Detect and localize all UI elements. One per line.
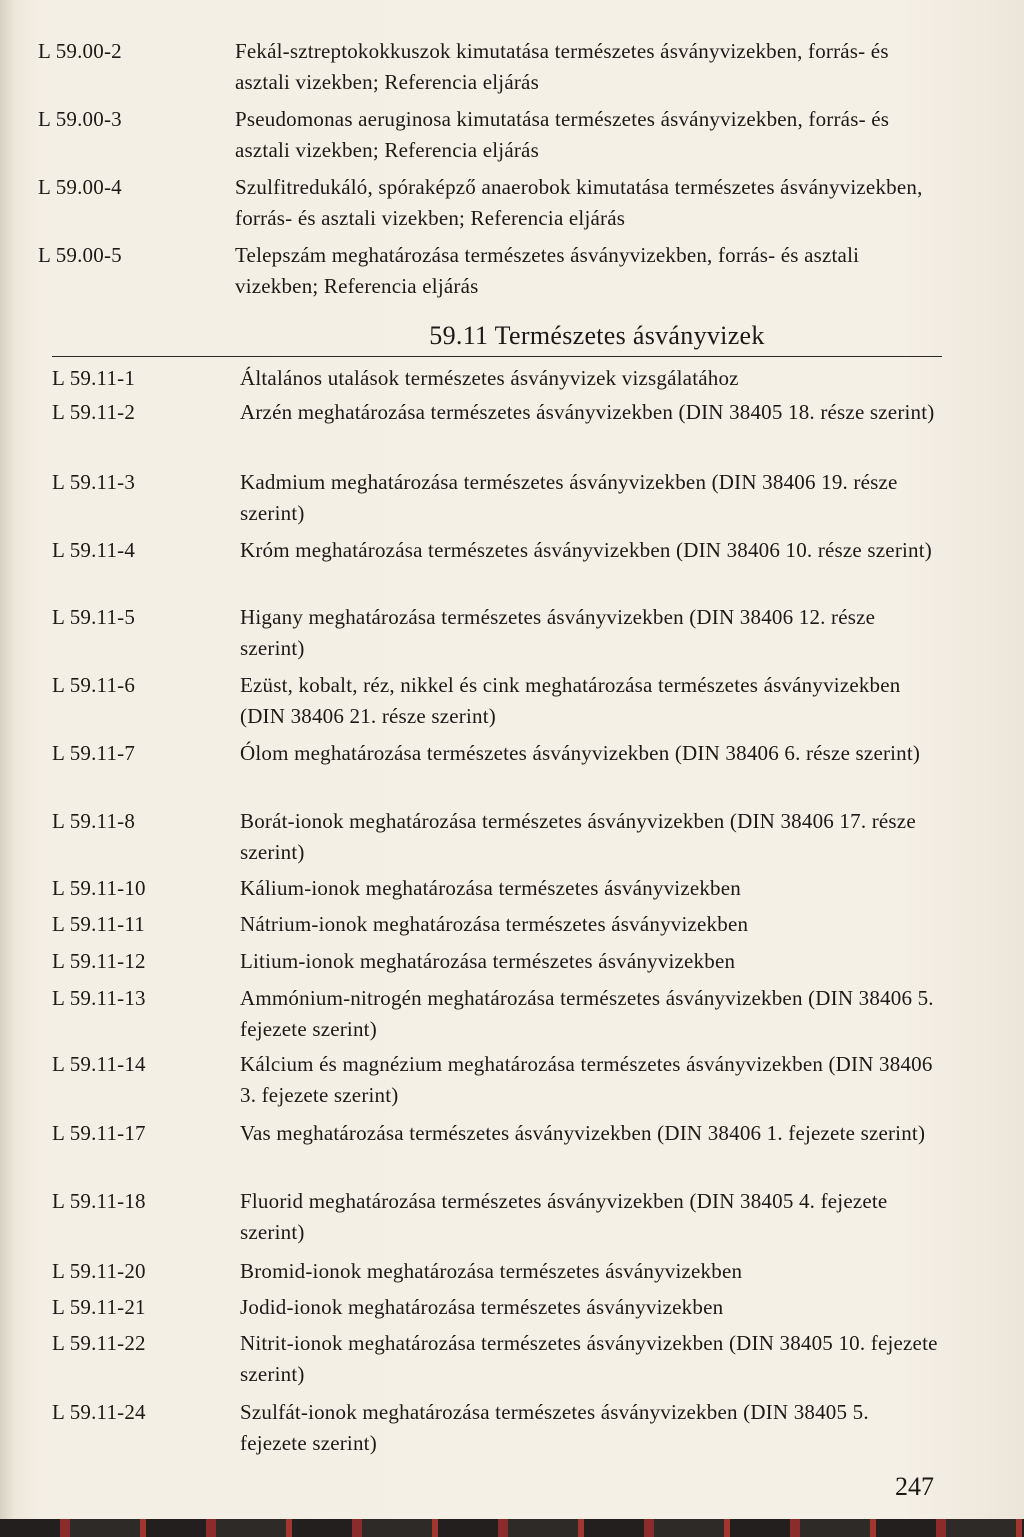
- standard-description: Jodid-ionok meghatározása természetes ásványvizekben: [240, 1295, 724, 1319]
- standard-description: Bromid-ionok meghatározása természetes ásványvizekben: [240, 1259, 743, 1283]
- page-bottom-edge: [0, 1519, 1024, 1537]
- standard-code: L 59.11-21: [52, 1295, 146, 1319]
- standard-description: Szulfát-ionok meghatározása természetes ásványvizekben (DIN 38405 5. fejezete szerint): [240, 1400, 869, 1455]
- standard-code: L 59.00-2: [38, 39, 122, 63]
- standard-description: Vas meghatározása természetes ásványvizekben (DIN 38406 1. fejezete szerint): [240, 1121, 926, 1145]
- standard-code: L 59.11-22: [52, 1331, 146, 1355]
- standard-description: Szulfitredukáló, spóraképző anaerobok kimutatása természetes ásványvizekben, forrás- és asztali vizekben; Referencia eljárás: [235, 175, 923, 230]
- standard-description: Kálcium és magnézium meghatározása természetes ásványvizekben (DIN 38406 3. fejezete szerint): [240, 1052, 933, 1107]
- standard-code: L 59.00-5: [38, 243, 122, 267]
- standard-description: Fekál-sztreptokokkuszok kimutatása természetes ásványvizekben, forrás- és asztali vizekben; Referencia eljárás: [235, 39, 889, 94]
- standard-code: L 59.11-8: [52, 809, 136, 833]
- standard-code: L 59.00-4: [38, 175, 122, 199]
- standard-description: Ammónium-nitrogén meghatározása természetes ásványvizekben (DIN 38406 5. fejezete szerint): [240, 986, 934, 1041]
- standard-code: L 59.11-10: [52, 876, 146, 900]
- standard-description: Nitrit-ionok meghatározása természetes ásványvizekben (DIN 38405 10. fejezete szerint): [240, 1331, 938, 1386]
- standard-description: Általános utalások természetes ásványvizek vizsgálatához: [240, 366, 739, 390]
- standard-description: Kálium-ionok meghatározása természetes ásványvizekben: [240, 876, 741, 900]
- standard-code: L 59.11-11: [52, 912, 145, 936]
- standard-code: L 59.11-7: [52, 741, 136, 765]
- standard-description: Nátrium-ionok meghatározása természetes ásványvizekben: [240, 912, 749, 936]
- standard-description: Kadmium meghatározása természetes ásványvizekben (DIN 38406 19. része szerint): [240, 470, 898, 525]
- standard-description: Higany meghatározása természetes ásványvizekben (DIN 38406 12. része szerint): [240, 605, 876, 660]
- standard-description: Litium-ionok meghatározása természetes ásványvizekben: [240, 949, 736, 973]
- standard-code: L 59.11-6: [52, 673, 136, 697]
- standard-description: Ezüst, kobalt, réz, nikkel és cink meghatározása természetes ásványvizekben (DIN 38406 21. része szerint): [240, 673, 901, 728]
- standard-description: Króm meghatározása természetes ásványvizekben (DIN 38406 10. része szerint): [240, 538, 932, 562]
- standard-code: L 59.00-3: [38, 107, 122, 131]
- section-divider: [52, 356, 942, 357]
- standard-code: L 59.11-20: [52, 1259, 146, 1283]
- standard-code: L 59.11-12: [52, 949, 146, 973]
- standard-code: L 59.11-13: [52, 986, 146, 1010]
- standard-code: L 59.11-17: [52, 1121, 146, 1145]
- standard-code: L 59.11-2: [52, 400, 136, 424]
- section-title: 59.11 Természetes ásványvizek: [429, 321, 765, 350]
- standard-description: Arzén meghatározása természetes ásványvizekben (DIN 38405 18. része szerint): [240, 400, 935, 424]
- standard-code: L 59.11-1: [52, 366, 136, 390]
- standard-code: L 59.11-24: [52, 1400, 146, 1424]
- standard-code: L 59.11-18: [52, 1189, 146, 1213]
- standard-code: L 59.11-14: [52, 1052, 146, 1076]
- spine-shadow: [0, 0, 14, 1537]
- standard-code: L 59.11-3: [52, 470, 136, 494]
- standard-code: L 59.11-5: [52, 605, 136, 629]
- standard-code: L 59.11-4: [52, 538, 136, 562]
- standard-description: Telepszám meghatározása természetes ásványvizekben, forrás- és asztali vizekben; Referencia eljárás: [235, 243, 860, 298]
- standard-description: Fluorid meghatározása természetes ásványvizekben (DIN 38405 4. fejezete szerint): [240, 1189, 888, 1244]
- standard-description: Borát-ionok meghatározása természetes ásványvizekben (DIN 38406 17. része szerint): [240, 809, 916, 864]
- standard-description: Pseudomonas aeruginosa kimutatása természetes ásványvizekben, forrás- és asztali vizekben; Referencia eljárás: [235, 107, 890, 162]
- page-number: 247: [895, 1472, 934, 1501]
- standard-description: Ólom meghatározása természetes ásványvizekben (DIN 38406 6. része szerint): [240, 741, 921, 765]
